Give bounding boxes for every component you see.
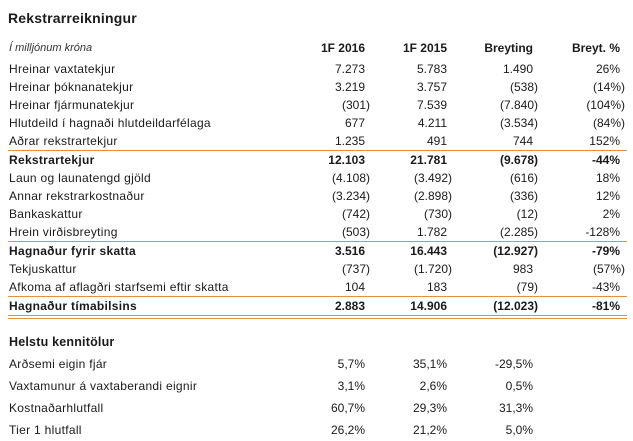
empty-cell — [540, 419, 627, 441]
row-label: Tier 1 hlutfall — [9, 423, 82, 437]
cell-value: 491 — [426, 134, 447, 148]
key-ratios-title: Helstu kennitölur — [9, 335, 115, 349]
cell-value: 3.219 — [334, 80, 365, 94]
cell-value: 21.781 — [372, 151, 454, 170]
cell-value: 14.906 — [372, 297, 454, 318]
cell-value: (503) — [341, 225, 370, 239]
cell-value: -29,5% — [494, 357, 533, 371]
cell-value: 35,1% — [412, 357, 447, 371]
row-label: Laun og launatengd gjöld — [9, 171, 151, 185]
cell-value: (538) — [509, 80, 538, 94]
cell-value: -79% — [540, 242, 627, 261]
table-row — [8, 187, 627, 205]
column-header-breyt-pct: Breyt. % — [571, 41, 620, 55]
cell-value: (12.927) — [454, 242, 540, 261]
cell-value: (730) — [423, 207, 452, 221]
table-row — [8, 78, 627, 96]
row-label: Hlutdeild í hagnaði hlutdeildarfélaga — [9, 116, 211, 130]
cell-value: (3.534) — [499, 116, 538, 130]
cell-value: (2.898) — [413, 189, 452, 203]
table-row — [8, 223, 627, 242]
row-label: Hreinar vaxtatekjur — [9, 62, 116, 76]
income-statement-table — [8, 38, 627, 319]
table-row-total — [8, 297, 627, 318]
row-label: Hagnaður tímabilsins — [8, 297, 287, 318]
cell-value: 7.273 — [334, 62, 365, 76]
cell-value: -44% — [540, 151, 627, 170]
table-row-subtotal — [8, 242, 627, 261]
table-row — [8, 114, 627, 132]
empty-cell — [540, 397, 627, 419]
cell-value: 104 — [344, 280, 365, 294]
cell-value: (301) — [341, 98, 370, 112]
cell-value: 744 — [512, 134, 533, 148]
cell-value: 3.757 — [416, 80, 447, 94]
table-row — [8, 419, 627, 441]
cell-value: (84%) — [592, 116, 625, 130]
row-label: Vaxtamunur á vaxtaberandi eignir — [9, 379, 198, 393]
table-row — [8, 169, 627, 187]
cell-value: 21,2% — [412, 423, 447, 437]
cell-value: 677 — [344, 116, 365, 130]
cell-value: 4.211 — [417, 116, 447, 130]
cell-value: 31,3% — [498, 401, 533, 415]
cell-value: 983 — [512, 262, 533, 276]
column-header-breyting: Breyting — [484, 41, 533, 55]
cell-value: 2,6% — [419, 379, 447, 393]
table-row — [8, 132, 627, 151]
cell-value: -128% — [585, 225, 620, 239]
cell-value: 1.490 — [502, 62, 533, 76]
cell-value: 16.443 — [372, 242, 454, 261]
cell-value: 29,3% — [412, 401, 447, 415]
row-label: Bankaskattur — [9, 207, 83, 221]
cell-value: 60,7% — [330, 401, 365, 415]
cell-value: 0,5% — [505, 379, 533, 393]
table-row — [8, 205, 627, 223]
cell-value: 5,0% — [505, 423, 533, 437]
cell-value: 2.883 — [287, 297, 372, 318]
table-row — [8, 278, 627, 297]
cell-value: 183 — [426, 280, 447, 294]
column-header-1f2015: 1F 2015 — [402, 41, 447, 55]
empty-cell — [540, 353, 627, 375]
table-row — [8, 375, 627, 397]
row-label: Kostnaðarhlutfall — [9, 401, 104, 415]
row-label: Hreinar fjármunatekjur — [9, 98, 135, 112]
cell-value: 5.783 — [416, 62, 447, 76]
cell-value: (9.678) — [454, 151, 540, 170]
page-title: Rekstrarreikningur — [8, 10, 137, 26]
row-label: Afkoma af aflagðri starfsemi eftir skatta — [9, 280, 229, 294]
cell-value: (12.023) — [454, 297, 540, 318]
cell-value: 2% — [602, 207, 620, 221]
cell-value: (12) — [516, 207, 538, 221]
cell-value: (7.840) — [499, 98, 538, 112]
cell-value: 12.103 — [287, 151, 372, 170]
cell-value: 152% — [589, 134, 620, 148]
empty-cell — [540, 375, 627, 397]
key-ratios-table — [8, 353, 627, 441]
cell-value: (57%) — [592, 262, 625, 276]
units-note: Í milljónum króna — [9, 42, 93, 54]
row-label: Arðsemi eigin fjár — [9, 357, 108, 371]
row-label: Annar rekstrarkostnaður — [9, 189, 145, 203]
table-row — [8, 397, 627, 419]
table-row-subtotal — [8, 151, 627, 170]
cell-value: 12% — [595, 189, 620, 203]
cell-value: (2.285) — [499, 225, 538, 239]
column-header-1f2016: 1F 2016 — [320, 41, 365, 55]
row-label: Tekjuskattur — [9, 262, 77, 276]
cell-value: (737) — [341, 262, 370, 276]
cell-value: (79) — [516, 280, 538, 294]
row-label: Aðrar rekstrartekjur — [9, 134, 118, 148]
table-row — [8, 353, 627, 375]
table-row — [8, 260, 627, 278]
cell-value: 3.516 — [287, 242, 372, 261]
table-row — [8, 60, 627, 78]
cell-value: 1.782 — [416, 225, 447, 239]
column-header-row — [8, 38, 627, 60]
cell-value: (336) — [509, 189, 538, 203]
cell-value: (3.234) — [331, 189, 370, 203]
cell-value: (616) — [509, 171, 538, 185]
cell-value: 5,7% — [337, 357, 365, 371]
cell-value: 26,2% — [330, 423, 365, 437]
cell-value: 18% — [595, 171, 620, 185]
table-row — [8, 96, 627, 114]
cell-value: (3.492) — [413, 171, 452, 185]
row-label: Hrein virðisbreyting — [9, 225, 118, 239]
cell-value: (742) — [341, 207, 370, 221]
cell-value: -43% — [591, 280, 620, 294]
cell-value: -81% — [540, 297, 627, 318]
row-label: Hagnaður fyrir skatta — [8, 242, 287, 261]
cell-value: (104%) — [586, 98, 625, 112]
row-label: Hreinar þóknanatekjur — [9, 80, 134, 94]
cell-value: 7.539 — [416, 98, 447, 112]
cell-value: 1.235 — [334, 134, 365, 148]
row-label: Rekstrartekjur — [8, 151, 287, 170]
cell-value: 3,1% — [337, 379, 365, 393]
cell-value: (4.108) — [331, 171, 370, 185]
cell-value: (14%) — [592, 80, 625, 94]
cell-value: 26% — [595, 62, 620, 76]
cell-value: (1.720) — [413, 262, 452, 276]
